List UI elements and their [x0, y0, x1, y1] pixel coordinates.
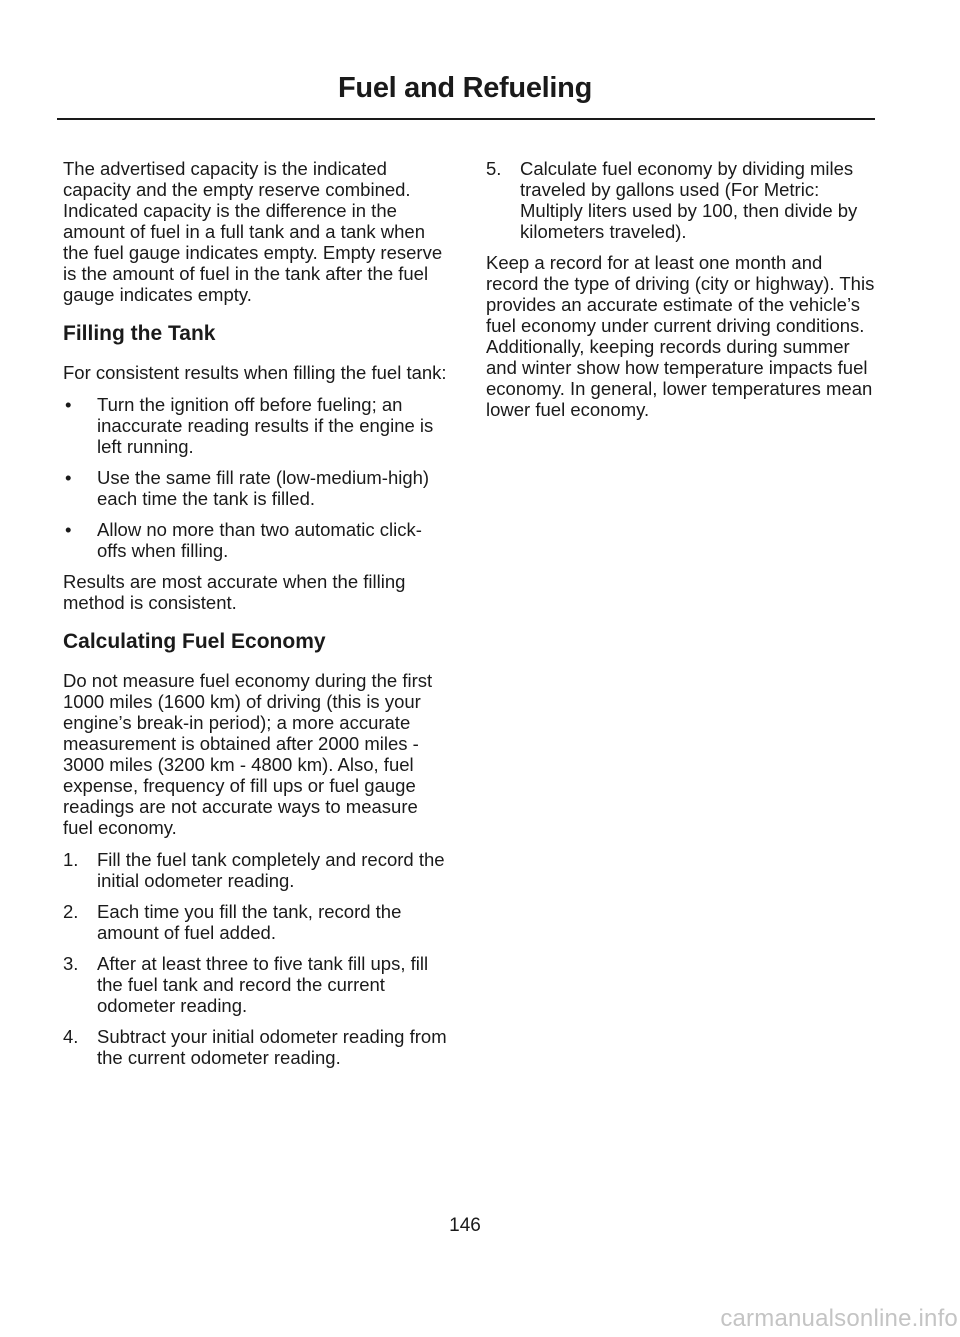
- calc-steps-list: [63, 849, 449, 1068]
- section-heading-calculating-fuel-economy: Calculating Fuel Economy: [63, 630, 326, 653]
- list-item-text: Fill the fuel tank completely and record the initial odometer reading.: [97, 849, 445, 891]
- filling-result-paragraph: Results are most accurate when the filling method is consistent.: [63, 571, 406, 613]
- list-item-text: Calculate fuel economy by dividing miles traveled by gallons used (For Metric: Multiply liters used by 100, then divide by kilometers traveled).: [520, 158, 858, 242]
- list-item: [63, 1026, 449, 1068]
- bullet-marker: •: [65, 394, 72, 415]
- list-item-text: After at least three to five tank fill ups, fill the fuel tank and record the current odometer reading.: [97, 953, 429, 1016]
- calc-intro-paragraph: Do not measure fuel economy during the first 1000 miles (1600 km) of driving (this is your engine’s break-in period); a more accurate measurement is obtained after 2000 miles - 3000 miles (3200 km - 4800 km). Also, fuel expense, frequency of fill ups or fuel gauge readings are not accurate ways to measure fuel economy.: [63, 670, 433, 838]
- bullet-marker: •: [65, 467, 72, 488]
- list-item: [63, 901, 449, 943]
- list-item: [486, 158, 876, 242]
- list-item: [63, 519, 449, 561]
- record-paragraph: Keep a record for at least one month and record the type of driving (city or highway). This provides an accurate estimate of the vehicle’s fuel economy under current driving conditions. Additionally, keeping records during summer and winter show how temperature impacts fuel economy. In general, lower temperatures mean lower fuel economy.: [486, 252, 875, 420]
- step-number: 4.: [63, 1026, 79, 1047]
- step-number: 2.: [63, 901, 79, 922]
- bullet-marker: •: [65, 519, 72, 540]
- list-item: [63, 394, 449, 457]
- list-item-text: Turn the ignition off before fueling; an inaccurate reading results if the engine is left running.: [97, 394, 434, 457]
- left-column: [63, 158, 449, 1078]
- list-item-text: Use the same fill rate (low-medium-high) each time the tank is filled.: [97, 467, 430, 509]
- step-number: 5.: [486, 158, 502, 179]
- section-heading-filling-the-tank: Filling the Tank: [63, 322, 216, 345]
- page-number: 146: [449, 1215, 481, 1236]
- watermark-text: carmanualsonline.info: [720, 1305, 958, 1332]
- list-item-text: Subtract your initial odometer reading from the current odometer reading.: [97, 1026, 447, 1068]
- step-number: 3.: [63, 953, 79, 974]
- right-column: [486, 158, 876, 431]
- page-header-title: Fuel and Refueling: [337, 72, 592, 104]
- list-item: [63, 467, 449, 509]
- filling-intro-paragraph: For consistent results when filling the fuel tank:: [63, 362, 447, 383]
- intro-paragraph: The advertised capacity is the indicated capacity and the empty reserve combined. Indicated capacity is the difference in the amount of fuel in a full tank and a tank when the fuel gauge indicates empty. Empty reserve is the amount of fuel in the tank after the fuel gauge indicates empty.: [63, 158, 443, 305]
- list-item: [63, 849, 449, 891]
- filling-bullet-list: [63, 394, 449, 561]
- list-item-text: Allow no more than two automatic click-offs when filling.: [97, 519, 422, 561]
- step-number: 1.: [63, 849, 79, 870]
- header-rule: [57, 118, 875, 120]
- list-item: [63, 953, 449, 1016]
- list-item-text: Each time you fill the tank, record the amount of fuel added.: [97, 901, 402, 943]
- calc-steps-list-continued: [486, 158, 876, 242]
